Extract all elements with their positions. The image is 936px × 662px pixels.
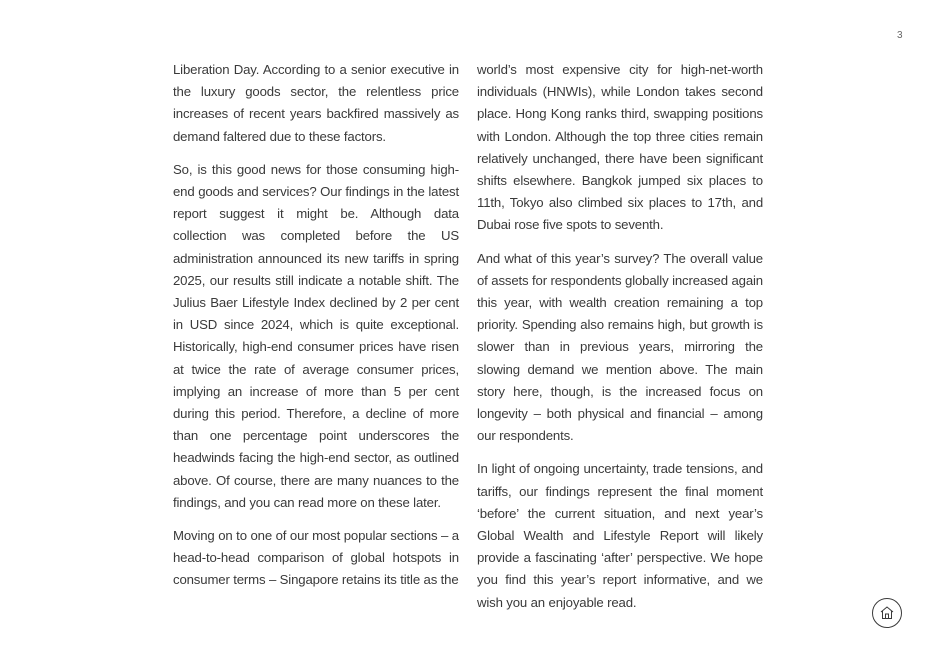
left-paragraph-1: Liberation Day. According to a senior executive in the luxury goods sector, the relentless price increases of recent years backfired massively as demand faltered due to these factors. [173,62,459,144]
right-column [477,59,763,625]
home-button[interactable] [872,598,902,628]
left-column [173,59,459,603]
left-paragraph-3: Moving on to one of our most popular sections – a head-to-head comparison of global hotspots in consumer terms – Singapore retains its title as the [173,528,459,588]
page-number: 3 [897,30,903,41]
home-icon [878,604,896,622]
right-paragraph-1: world’s most expensive city for high-net-worth individuals (HNWIs), while London takes second place. Hong Kong ranks third, swapping positions with London. Although the top three cities remain relatively unchanged, there have been significant shifts elsewhere. Bangkok jumped six places to 11th, Tokyo also climbed six places to 17th, and Dubai rose five spots to seventh. [477,62,763,233]
left-paragraph-2: So, is this good news for those consuming high-end goods and services? Our findings in the latest report suggest it might be. Although data collection was completed before the US administration announced its new tariffs in spring 2025, our results still indicate a notable shift. The Julius Baer Lifestyle Index declined by 2 per cent in USD since 2024, which is quite exceptional. Historically, high-end consumer prices have risen at twice the rate of average consumer prices, implying an increase of more than 5 per cent during this period. Therefore, a decline of more than one percentage point underscores the headwinds facing the high-end sector, as outlined above. Of course, there are many nuances to the findings, and you can read more on these later. [173,161,459,510]
right-paragraph-2: And what of this year’s survey? The overall value of assets for respondents globally increased again this year, with wealth creation remaining a top priority. Spending also remains high, but growth is slower than in previous years, mirroring the slowing demand we mention above. The main story here, though, is the increased focus on longevity – both physical and financial – among our respondents. [477,250,763,444]
right-paragraph-3: In light of ongoing uncertainty, trade tensions, and tariffs, our findings represent the final moment ‘before’ the current situation, and next year’s Global Wealth and Lifestyle Report will likely provide a fascinating ‘after’ perspective. We hope you find this year’s report informative, and we wish you an enjoyable read. [477,461,763,610]
